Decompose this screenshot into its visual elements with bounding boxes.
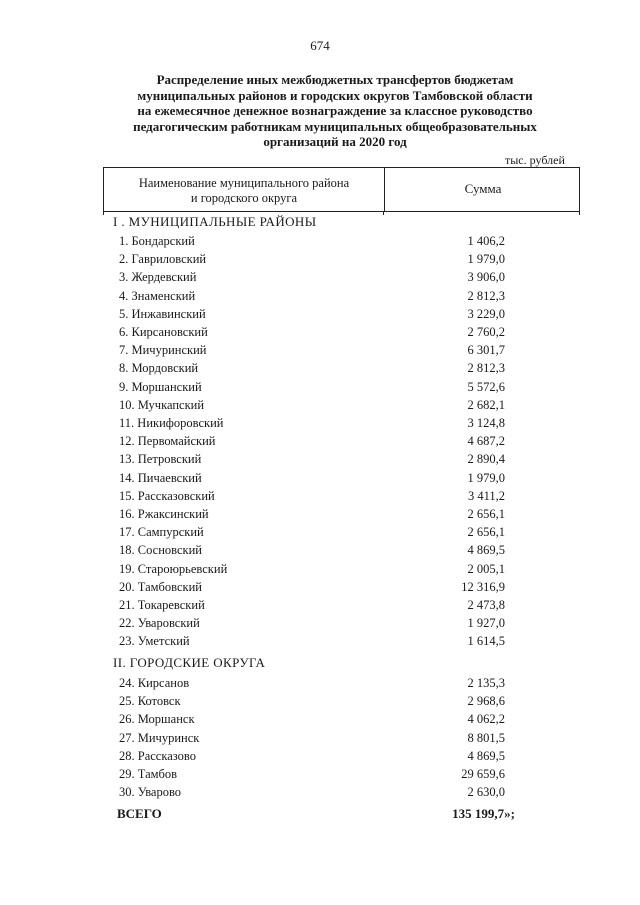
row-name: 10. Мучкапский (119, 397, 205, 412)
table-border-mid (383, 212, 384, 215)
table-row (0, 616, 640, 634)
table-row (0, 416, 640, 434)
table-row (0, 289, 640, 307)
row-value: 12 316,9 (461, 579, 505, 594)
row-value: 3 906,0 (467, 270, 505, 285)
total-label: ВСЕГО (117, 806, 162, 821)
table-row (0, 489, 640, 507)
row-value: 1 979,0 (467, 470, 505, 485)
table-row (0, 767, 640, 785)
table-row (0, 580, 640, 598)
row-value: 2 630,0 (467, 785, 505, 800)
row-value: 2 760,2 (467, 325, 505, 339)
row-value: 4 869,5 (467, 748, 505, 763)
row-name: 23. Уметский (119, 634, 190, 649)
row-value: 6 301,7 (467, 343, 505, 358)
row-value: 8 801,5 (467, 730, 505, 745)
unit-label: тыс. рублей (505, 153, 565, 167)
section-heading-city-districts: II. ГОРОДСКИЕ ОКРУГА (113, 655, 266, 670)
page-number: 674 (310, 38, 330, 53)
row-value: 3 411,2 (467, 488, 505, 503)
row-name: 18. Сосновский (119, 543, 202, 558)
row-value: 2 473,8 (467, 598, 505, 612)
row-name: 13. Петровский (119, 452, 202, 467)
row-name: 30. Уварово (119, 785, 182, 800)
row-name: 12. Первомайский (119, 434, 216, 449)
row-name: 27. Мичуринск (119, 730, 200, 745)
row-name: 19. Староюрьевский (119, 561, 228, 576)
row-value: 4 869,5 (467, 543, 505, 558)
row-value: 4 062,2 (467, 712, 505, 727)
row-name: 17. Сампурский (119, 525, 204, 540)
table-row (0, 749, 640, 767)
row-name: 6. Кирсановский (119, 325, 208, 339)
row-value: 1 614,5 (467, 634, 505, 649)
row-value: 5 572,6 (467, 379, 505, 394)
title-line: на ежемесячное денежное вознаграждение за классное руководство (137, 103, 533, 118)
header-name-line: и городского округа (190, 191, 298, 205)
title-line: педагогическим работникам муниципальных общеобразовательных (133, 118, 537, 134)
document-title (120, 72, 550, 150)
row-value: 2 656,1 (467, 525, 505, 540)
table-row (0, 343, 640, 361)
table-row (0, 525, 640, 543)
row-name: 5. Инжавинский (119, 306, 206, 321)
table-row (0, 634, 640, 652)
row-name: 14. Пичаевский (119, 470, 202, 485)
table-row (0, 252, 640, 270)
header-name-column (104, 176, 384, 206)
row-name: 9. Моршанский (119, 379, 202, 394)
table-row (0, 452, 640, 470)
row-name: 8. Мордовский (119, 361, 199, 376)
row-value: 1 927,0 (467, 616, 505, 631)
row-name: 28. Рассказово (119, 748, 196, 763)
table-row (0, 694, 640, 712)
row-name: 25. Котовск (119, 694, 181, 709)
row-name: 29. Тамбов (119, 767, 178, 781)
row-name: 3. Жердевский (119, 270, 197, 285)
table-row (0, 325, 640, 343)
row-value: 1 979,0 (467, 252, 505, 267)
table-row (0, 234, 640, 252)
title-line: муниципальных районов и городских округов Тамбовской области (137, 87, 533, 103)
table-row (0, 434, 640, 452)
title-line: организаций на 2020 год (263, 134, 407, 149)
row-value: 3 229,0 (467, 306, 505, 321)
table-row (0, 270, 640, 288)
row-value: 2 135,3 (467, 676, 505, 690)
row-name: 4. Знаменский (119, 288, 196, 303)
row-name: 16. Ржаксинский (119, 507, 209, 521)
table-row (0, 543, 640, 561)
row-name: 26. Моршанск (119, 712, 195, 727)
row-name: 15. Рассказовский (119, 488, 215, 503)
table-row (0, 507, 640, 525)
row-name: 11. Никифоровский (119, 416, 224, 430)
row-name: 22. Уваровский (119, 616, 200, 631)
table-row (0, 307, 640, 325)
table-row (0, 785, 640, 803)
section-heading-districts: I . МУНИЦИПАЛЬНЫЕ РАЙОНЫ (113, 214, 317, 229)
table-border-right (579, 212, 580, 215)
table-row (0, 471, 640, 489)
row-value: 2 005,1 (467, 561, 505, 576)
header-name-line: Наименование муниципального района (138, 176, 350, 190)
table-row (0, 361, 640, 379)
table-row (0, 676, 640, 694)
row-name: 21. Токаревский (119, 598, 205, 612)
table-border-left (103, 212, 104, 215)
title-line: Распределение иных межбюджетных трансфертов бюджетам (156, 72, 514, 87)
row-value: 2 812,3 (467, 288, 505, 303)
row-name: 1. Бондарский (119, 234, 195, 248)
row-value: 2 968,6 (467, 694, 505, 709)
row-value: 29 659,6 (461, 767, 505, 781)
row-name: 7. Мичуринский (119, 343, 207, 358)
table-row (0, 380, 640, 398)
row-name: 20. Тамбовский (119, 579, 202, 594)
row-value: 2 812,3 (467, 361, 505, 376)
row-value: 2 656,1 (467, 507, 505, 521)
table-row (0, 398, 640, 416)
row-value: 1 406,2 (467, 234, 505, 248)
row-value: 3 124,8 (467, 416, 505, 430)
row-value: 4 687,2 (467, 434, 505, 449)
row-value: 2 890,4 (467, 452, 505, 467)
total-value: 135 199,7»; (452, 806, 515, 821)
table-row (0, 562, 640, 580)
row-name: 2. Гавриловский (119, 252, 207, 267)
table-row (0, 731, 640, 749)
header-sum-column: Сумма (464, 181, 502, 196)
table-row (0, 598, 640, 616)
table-row (0, 712, 640, 730)
row-value: 2 682,1 (467, 397, 505, 412)
table-header (103, 167, 580, 212)
row-name: 24. Кирсанов (119, 676, 190, 690)
